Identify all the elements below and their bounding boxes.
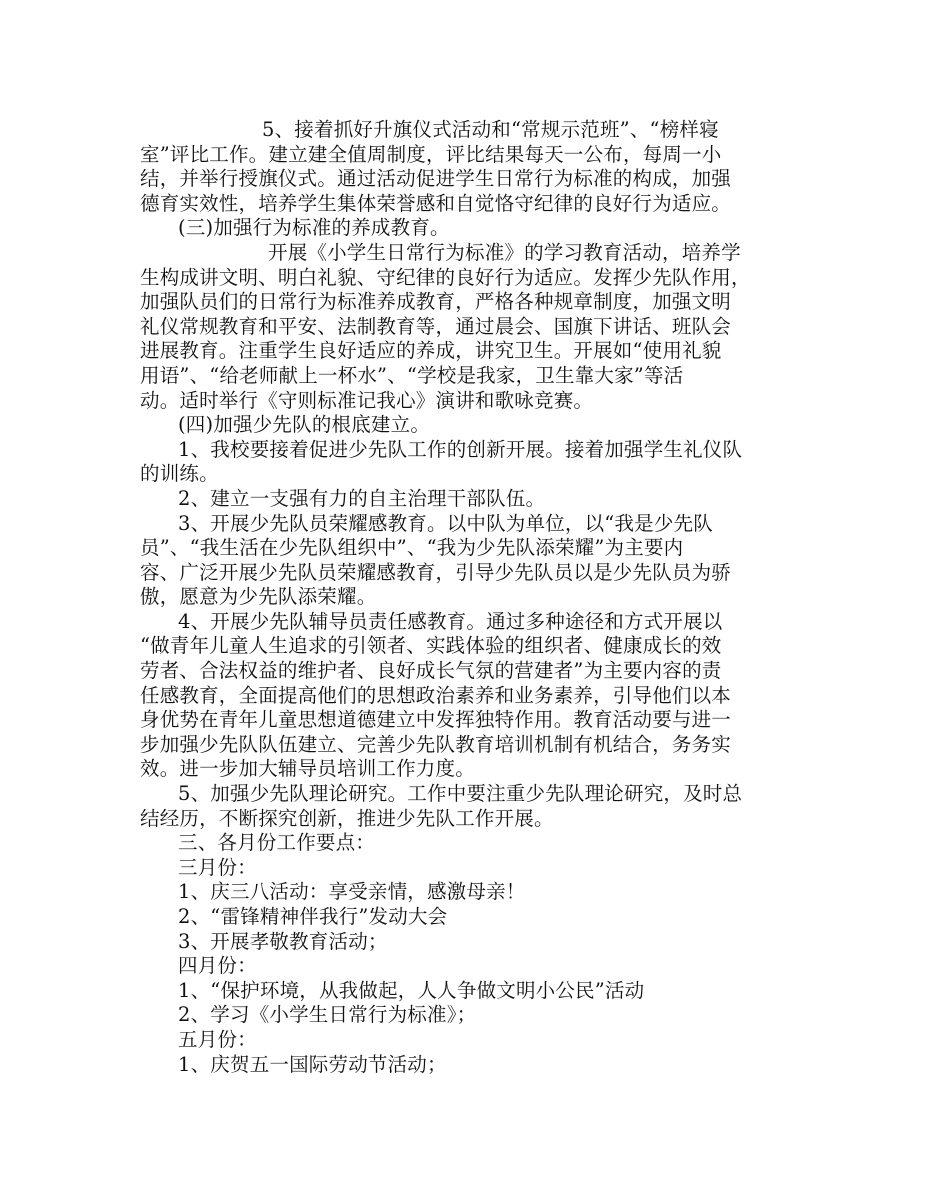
paragraph-line: 结，并举行授旗仪式。通过活动促进学生日常行为标准的构成，加强 (140, 167, 732, 191)
list-item: 2、学习《小学生日常行为标准》； (178, 1003, 477, 1027)
paragraph-line: 用语”、“给老师献上一杯水”、“学校是我家，卫生靠大家”等活 (140, 363, 684, 387)
paragraph-line: 的训练。 (140, 462, 219, 486)
paragraph-line: 加强队员们的日常行为标准养成教育，严格各种规章制度，加强文明 (140, 290, 732, 314)
paragraph-line: 进展教育。注重学生良好适应的养成，讲究卫生。开展如“使用礼貌 (140, 339, 722, 363)
list-item: 1、我校要接着促进少先队工作的创新开展。接着加强学生礼仪队 (178, 437, 743, 461)
paragraph-line: 劳者、合法权益的维护者、良好成长气氛的营建者”为主要内容的责 (140, 659, 722, 683)
list-item: 1、庆三八活动：享受亲情，感激母亲！ (178, 880, 526, 904)
section-heading: (四)加强少先队的根底建立。 (178, 413, 431, 437)
paragraph-line: 效。进一步加大辅导员培训工作力度。 (140, 757, 475, 781)
list-item: 4、开展少先队辅导员责任感教育。通过多种途径和方式开展以 (178, 609, 723, 633)
list-item: 1、“保护环境，从我做起，人人争做文明小公民”活动 (178, 978, 645, 1002)
list-item: 3、开展孝敬教育活动； (178, 929, 388, 953)
list-item: 5、加强少先队理论研究。工作中要注重少先队理论研究，及时总 (178, 782, 743, 806)
paragraph-line: 结经历，不断探究创新，推进少先队工作开展。 (140, 806, 554, 830)
paragraph-line: 生构成讲文明、明白礼貌、守纪律的良好行为适应。发挥少先队作用， (140, 265, 751, 289)
paragraph-line: 开展《小学生日常行为标准》的学习教育活动，培养学 (268, 240, 741, 264)
list-item: 3、开展少先队员荣耀感教育。以中队为单位，以“我是少先队 (178, 511, 713, 535)
section-heading: (三)加强行为标准的养成教育。 (178, 216, 450, 240)
paragraph-line: 动。适时举行《守则标准记我心》演讲和歌咏竞赛。 (140, 388, 594, 412)
month-heading: 五月份： (178, 1027, 257, 1051)
month-heading: 四月份： (178, 954, 257, 978)
document-body (140, 118, 810, 1077)
paragraph-line: 室”评比工作。建立建全值周制度，评比结果每天一公布，每周一小 (140, 142, 722, 166)
paragraph-line: 礼仪常规教育和平安、法制教育等，通过晨会、国旗下讲话、班队会 (140, 314, 732, 338)
paragraph-line: “做青年儿童人生追求的引领者、实践体验的组织者、健康成长的效 (140, 634, 722, 658)
paragraph-line: 德育实效性，培养学生集体荣誉感和自觉恪守纪律的良好行为适应。 (140, 191, 732, 215)
paragraph-line: 容、广泛开展少先队员荣耀感教育，引导少先队员以是少先队员为骄 (140, 560, 732, 584)
paragraph-line: 员”、“我生活在少先队组织中”、“我为少先队添荣耀”为主要内 (140, 536, 684, 560)
list-item: 2、建立一支强有力的自主治理干部队伍。 (178, 486, 546, 510)
paragraph-line: 傲，愿意为少先队添荣耀。 (140, 585, 377, 609)
list-item: 2、“雷锋精神伴我行”发动大会 (178, 905, 448, 928)
paragraph-line: 身优势在青年儿童思想道德建立中发挥独特作用。教育活动要与进一 (140, 708, 732, 732)
paragraph-line: 5、接着抓好升旗仪式活动和“常规示范班”、“榜样寝 (262, 118, 719, 141)
section-heading: 三、各月份工作要点： (178, 831, 376, 855)
paragraph-line: 步加强少先队队伍建立、完善少先队教育培训机制有机结合，务务实 (140, 732, 732, 756)
month-heading: 三月份： (178, 855, 257, 879)
paragraph-line: 任感教育，全面提高他们的思想政治素养和业务素养，引导他们以本 (140, 683, 732, 707)
list-item: 1、庆贺五一国际劳动节活动； (178, 1052, 447, 1076)
